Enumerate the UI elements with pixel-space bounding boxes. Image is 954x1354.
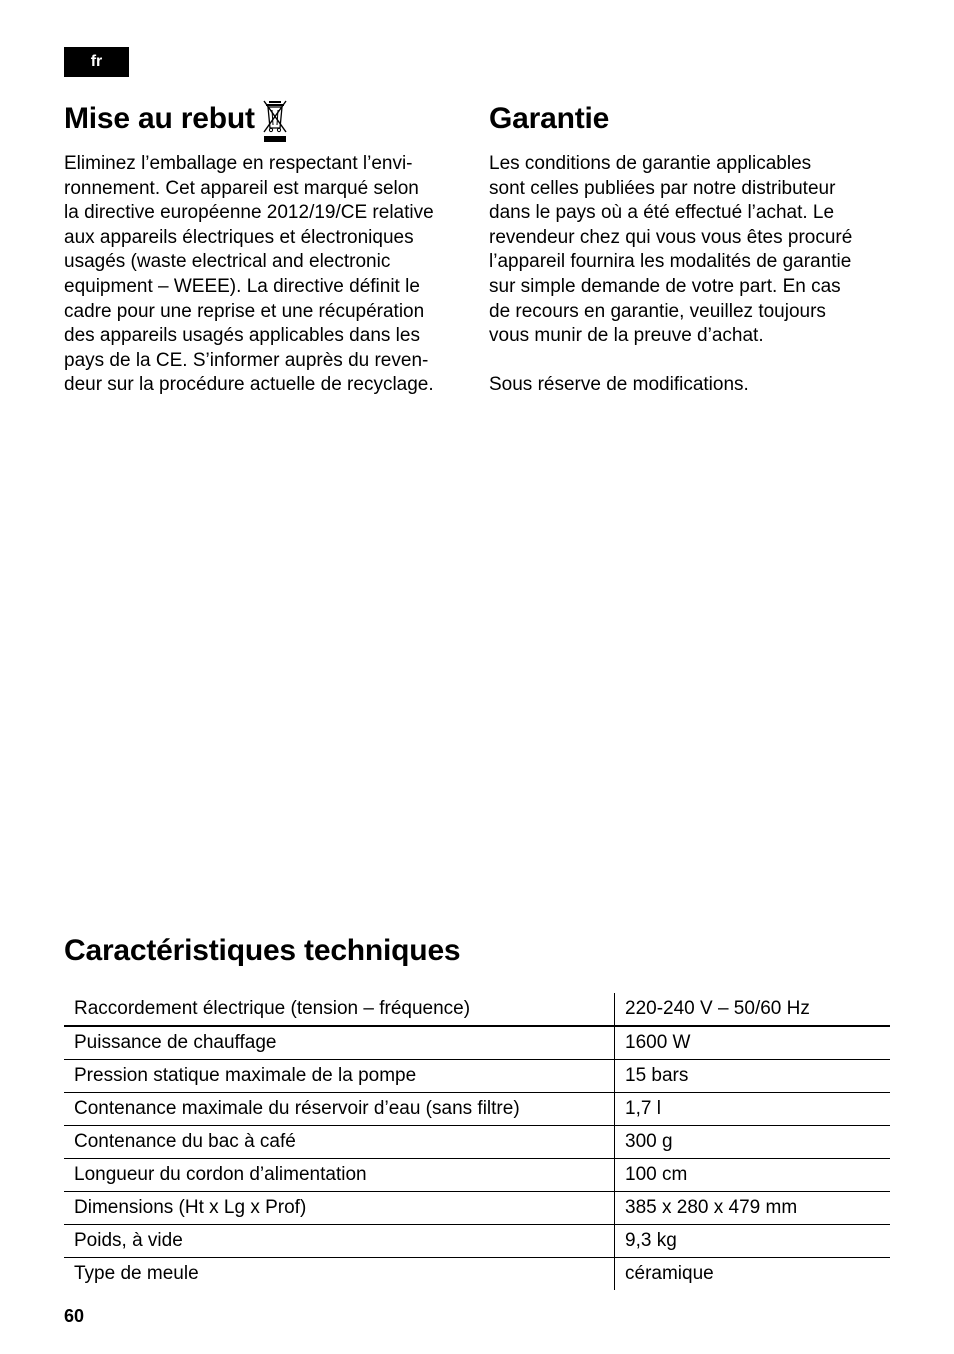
spec-label: Puissance de chauffage xyxy=(64,1026,615,1060)
text-line: ronnement. Cet appareil est marqué selon xyxy=(64,177,419,199)
table-row xyxy=(64,1258,890,1291)
text-line: deur sur la procédure actuelle de recyclage. xyxy=(64,374,434,396)
spec-label: Raccordement électrique (tension – fréquence) xyxy=(64,993,615,1026)
table-row xyxy=(64,1159,890,1192)
text-line: equipment – WEEE). La directive définit le xyxy=(64,275,420,297)
table-row xyxy=(64,993,890,1026)
page-number: 60 xyxy=(64,1306,85,1326)
text-line: sont celles publiées par notre distributeur xyxy=(489,177,836,199)
spec-value: 220-240 V – 50/60 Hz xyxy=(615,993,891,1026)
spec-label: Poids, à vide xyxy=(64,1225,615,1258)
spec-label: Type de meule xyxy=(74,1263,199,1284)
warranty-section xyxy=(489,86,889,398)
text-line: de recours en garantie, veuillez toujours xyxy=(489,300,826,322)
warranty-note: Sous réserve de modifications. xyxy=(489,374,749,396)
weee-crossed-bin-icon xyxy=(261,98,291,144)
text-line: la directive européenne 2012/19/CE relative xyxy=(64,202,434,224)
table-row xyxy=(64,1026,890,1060)
disposal-heading xyxy=(64,86,464,152)
spec-label: Dimensions (Ht x Lg x Prof) xyxy=(64,1192,615,1225)
spec-label: Longueur du cordon d’alimentation xyxy=(64,1159,615,1192)
spec-value: 15 bars xyxy=(615,1060,891,1093)
spec-label: Contenance du bac à café xyxy=(64,1126,615,1159)
disposal-section xyxy=(64,86,464,398)
text-line: Eliminez l’emballage en respectant l’envi- xyxy=(64,153,413,174)
language-tab: fr xyxy=(64,47,129,77)
text-line: des appareils usagés applicables dans les xyxy=(64,325,420,347)
text-line: usagés (waste electrical and electronic xyxy=(64,251,391,273)
spec-value: 1,7 l xyxy=(615,1093,891,1126)
spec-value: 300 g xyxy=(615,1126,891,1159)
text-line: cadre pour une reprise et une récupération xyxy=(64,300,425,322)
text-line: revendeur chez qui vous vous êtes procuré xyxy=(489,226,853,248)
warranty-title: Garantie xyxy=(489,102,610,135)
warranty-heading xyxy=(489,86,889,152)
text-line: l’appareil fournira les modalités de garantie xyxy=(489,251,852,273)
table-row xyxy=(64,1192,890,1225)
table-row xyxy=(64,1126,890,1159)
text-line: aux appareils électriques et électroniques xyxy=(64,226,414,248)
text-line: pays de la CE. S’informer auprès du reven- xyxy=(64,349,429,371)
technical-specs-title: Caractéristiques techniques xyxy=(64,934,461,967)
text-line: sur simple demande de votre part. En cas xyxy=(489,275,841,297)
table-row xyxy=(64,1225,890,1258)
disposal-title: Mise au rebut xyxy=(64,102,255,135)
spec-value: 385 x 280 x 479 mm xyxy=(615,1192,891,1225)
spec-value: 1600 W xyxy=(615,1026,891,1060)
text-line: Les conditions de garantie applicables xyxy=(489,153,812,174)
spec-value: céramique xyxy=(615,1258,891,1291)
text-line: vous munir de la preuve d’achat. xyxy=(489,325,764,347)
table-row xyxy=(64,1093,890,1126)
text-line: dans le pays où a été effectué l’achat. Le xyxy=(489,202,835,224)
table-row xyxy=(64,1060,890,1093)
spec-label: Contenance maximale du réservoir d’eau (sans filtre) xyxy=(64,1093,615,1126)
spec-value: 9,3 kg xyxy=(615,1225,891,1258)
technical-specs-table xyxy=(64,993,890,1290)
spec-value: 100 cm xyxy=(615,1159,891,1192)
warranty-paragraph xyxy=(489,152,889,398)
disposal-paragraph xyxy=(64,152,464,398)
spec-label: Pression statique maximale de la pompe xyxy=(64,1060,615,1093)
